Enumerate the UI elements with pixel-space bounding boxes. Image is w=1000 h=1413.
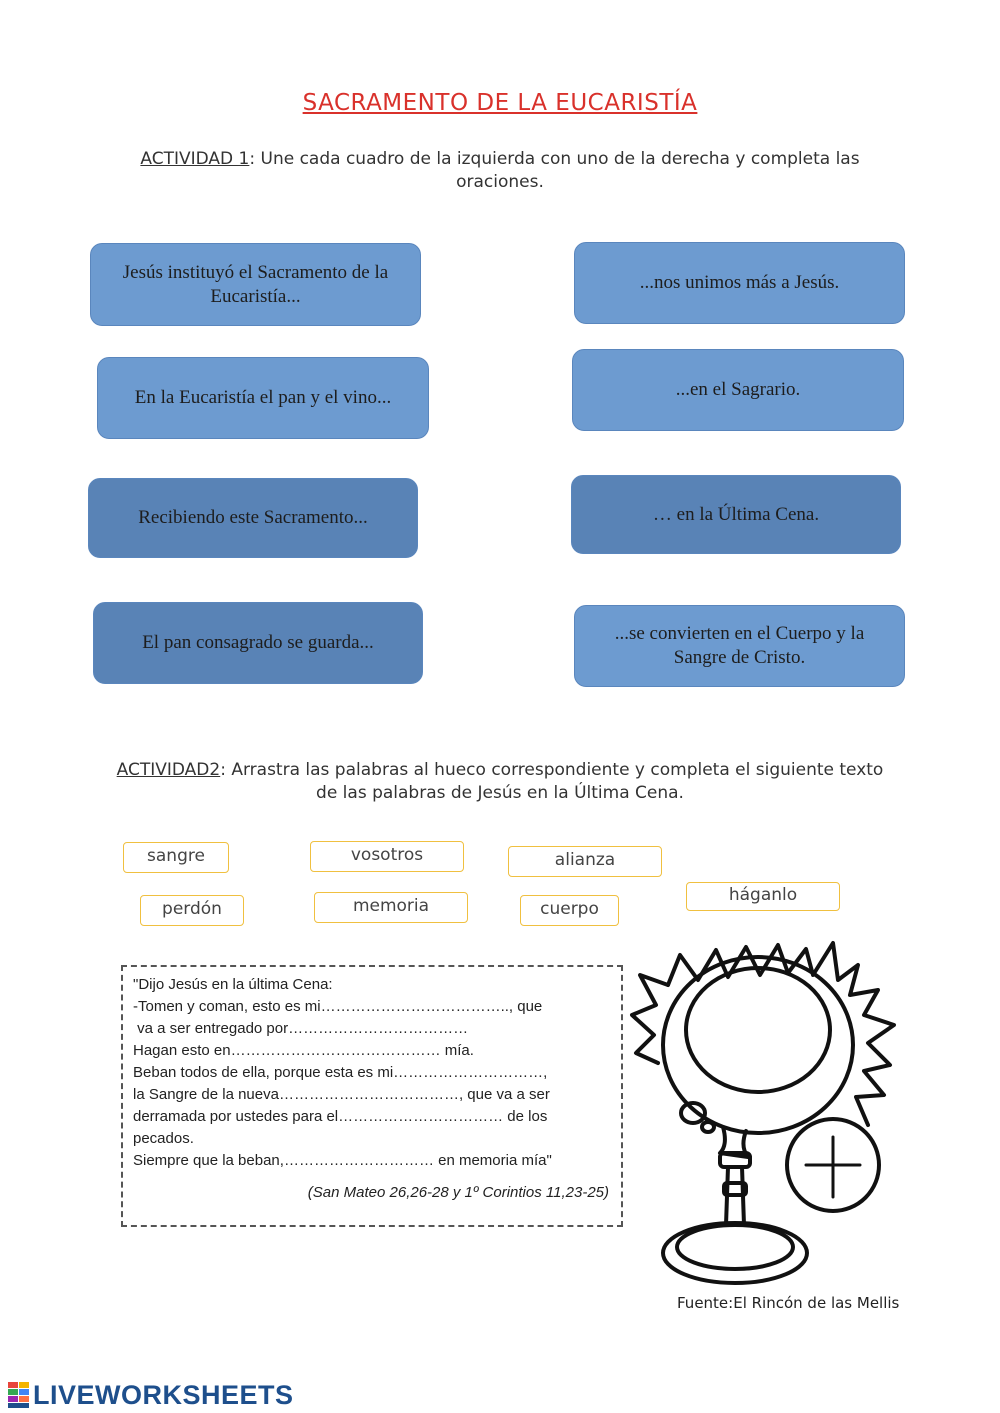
left-box-3[interactable] — [88, 478, 418, 558]
activity1-text-line1: : Une cada cuadro de la izquierda con uno de la derecha y completa las — [249, 149, 860, 169]
logo-mark-icon — [8, 1382, 30, 1408]
passage-citation: (San Mateo 26,26-28 y 1º Corintios 11,23-25) — [307, 1184, 609, 1201]
left-box-text: El pan consagrado se guarda... — [142, 632, 374, 653]
right-box-text: ...nos unimos más a Jesús. — [639, 272, 840, 293]
page-title: SACRAMENTO DE LA EUCARISTÍA — [302, 90, 698, 116]
word-chip-sangre[interactable]: sangre — [123, 842, 229, 873]
passage-line: Siempre que la beban,………………………… en memoria mía" — [133, 1152, 552, 1169]
passage-line: "Dijo Jesús en la última Cena: — [133, 976, 333, 993]
left-box-text: En la Eucaristía el pan y el vino... — [134, 387, 392, 408]
passage-line: -Tomen y coman, esto es mi……………………………….., que — [133, 998, 543, 1015]
right-box-2[interactable] — [572, 349, 904, 431]
right-box-1[interactable] — [574, 242, 905, 324]
activity1-instructions — [100, 148, 900, 194]
brand-name: LIVEWORKSHEETS — [33, 1379, 294, 1410]
passage-line: va a ser entregado por……………………………… — [133, 1020, 469, 1037]
activity2-text-line2: de las palabras de Jesús en la Última Cena. — [316, 783, 684, 803]
passage-line: derramada por ustedes para el…………………………… de los — [133, 1108, 548, 1125]
right-box-4[interactable] — [574, 605, 905, 687]
right-box-text: ...en el Sagrario. — [675, 379, 801, 400]
passage-line: pecados. — [133, 1130, 194, 1147]
activity1-label: ACTIVIDAD 1 — [140, 149, 250, 169]
activity2-instructions — [80, 759, 920, 805]
activity2-label: ACTIVIDAD2 — [116, 760, 221, 780]
activity1-text-line2: oraciones. — [456, 172, 544, 192]
passage-line: Beban todos de ella, porque esta es mi…………………………, — [133, 1064, 548, 1081]
passage-line: la Sangre de la nueva………………………………, que va a ser — [133, 1086, 550, 1103]
word-chip-alianza[interactable]: alianza — [508, 846, 662, 877]
word-chip-haganlo[interactable]: háganlo — [686, 882, 840, 911]
right-box-text: … en la Última Cena. — [652, 503, 820, 525]
source-credit: Fuente:El Rincón de las Mellis — [677, 1294, 900, 1312]
word-chip-memoria[interactable]: memoria — [314, 892, 468, 923]
chalice-illustration — [628, 935, 918, 1287]
left-box-4[interactable] — [93, 602, 423, 684]
left-box-2[interactable] — [97, 357, 429, 439]
right-box-3[interactable] — [571, 475, 901, 554]
left-box-1[interactable] — [90, 243, 421, 326]
word-chip-perdon[interactable]: perdón — [140, 895, 244, 926]
word-chip-cuerpo[interactable]: cuerpo — [520, 895, 619, 926]
right-box-text: ...se convierten en el Cuerpo y la Sangre de Cristo. — [614, 623, 865, 668]
liveworksheets-logo[interactable] — [8, 1380, 294, 1410]
left-box-text: Jesús instituyó el Sacramento de la Eucaristía... — [122, 261, 389, 307]
word-chip-vosotros[interactable]: vosotros — [310, 841, 464, 872]
activity2-text-line1: : Arrastra las palabras al hueco correspondiente y completa el siguiente texto — [220, 760, 884, 780]
passage-box — [121, 965, 623, 1227]
left-box-text: Recibiendo este Sacramento... — [138, 507, 368, 528]
passage-line: Hagan esto en…………………………………… mía. — [133, 1042, 474, 1059]
